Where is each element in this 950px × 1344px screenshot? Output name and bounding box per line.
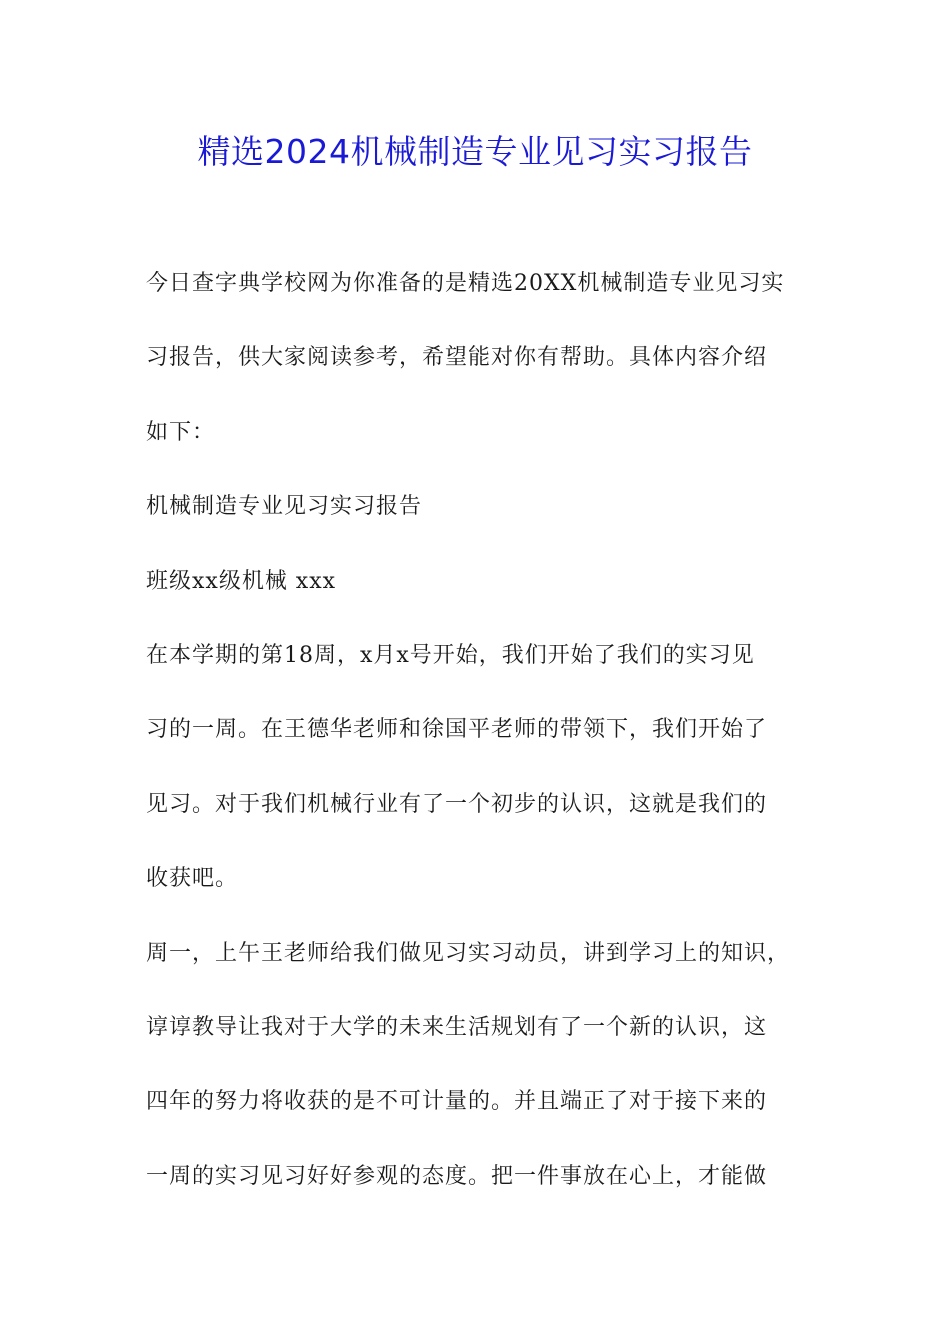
text-line: 收获吧。	[146, 866, 239, 892]
text-line: 谆谆教导让我对于大学的未来生活规划有了一个新的认识，这	[146, 1014, 768, 1040]
text-line: 周一，上午王老师给我们做见习实习动员，讲到学习上的知识，	[146, 940, 791, 966]
text-line: 一周的实习见习好好参观的态度。把一件事放在心上，才能做	[146, 1163, 768, 1189]
text-line: 今日查字典学校网为你准备的是精选20XX机械制造专业见习实	[146, 271, 785, 296]
text-line: 习的一周。在王德华老师和徐国平老师的带领下，我们开始了	[146, 717, 768, 743]
document-body	[146, 262, 836, 1229]
text-line: 在本学期的第18周，x月x号开始，我们开始了我们的实习见	[146, 642, 755, 668]
document-title: 精选2024机械制造专业见习实习报告	[197, 132, 753, 171]
text-line: 四年的努力将收获的是不可计量的。并且端正了对于接下来的	[146, 1089, 768, 1115]
class-info-line: 班级xx级机械 xxx	[146, 568, 337, 594]
text-line: 习报告，供大家阅读参考，希望能对你有帮助。具体内容介绍	[146, 345, 768, 371]
text-line: 见习。对于我们机械行业有了一个初步的认识，这就是我们的	[146, 791, 768, 817]
text-line: 如下：	[146, 419, 216, 445]
section-heading: 机械制造专业见习实习报告	[146, 494, 423, 520]
